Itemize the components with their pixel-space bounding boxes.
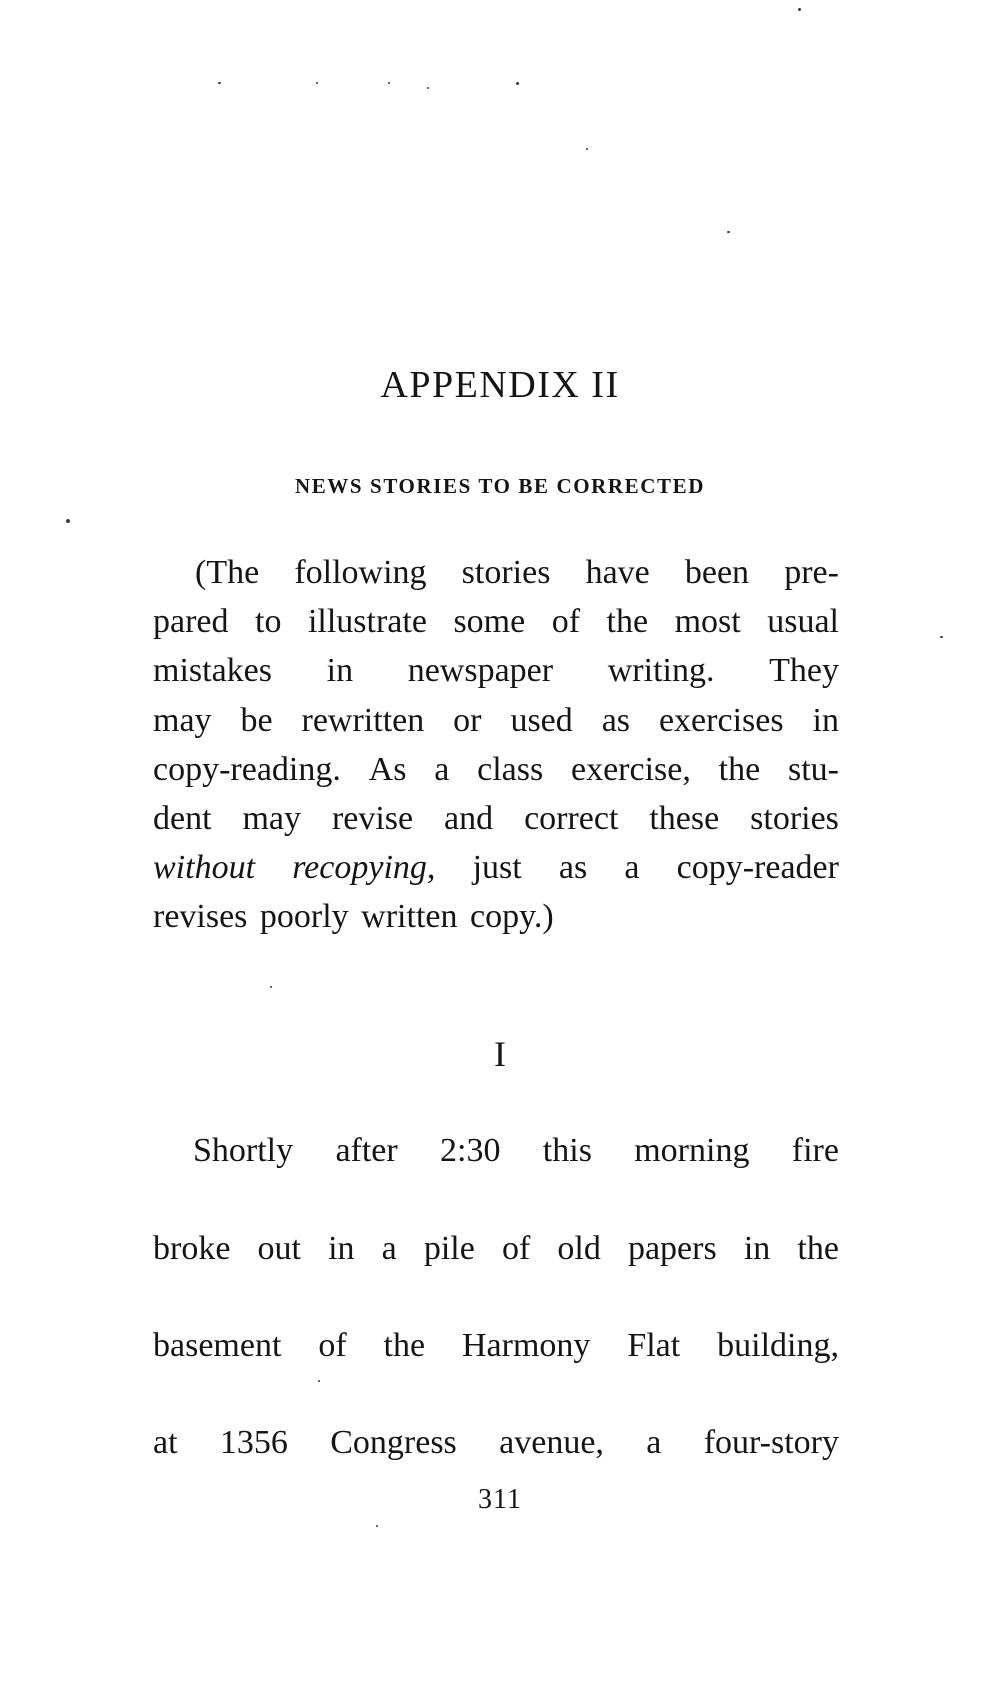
intro-line bbox=[153, 548, 839, 597]
line-word: or bbox=[453, 701, 482, 739]
line-word: be bbox=[240, 701, 273, 739]
line-word: of bbox=[551, 603, 581, 641]
line-word: just bbox=[472, 849, 522, 887]
line-word: stories bbox=[461, 554, 551, 591]
line-word: building, bbox=[717, 1327, 839, 1364]
line-word: morning bbox=[634, 1132, 750, 1169]
line-word: have bbox=[585, 554, 650, 591]
intro-line bbox=[153, 892, 839, 941]
story-line bbox=[153, 1329, 839, 1363]
page-number: 311 bbox=[478, 1484, 522, 1515]
chapter-title: APPENDIX II bbox=[380, 364, 620, 406]
line-word: following bbox=[294, 554, 427, 591]
story-number: I bbox=[494, 1034, 506, 1074]
scan-speck bbox=[66, 519, 70, 523]
line-word: in bbox=[743, 1230, 771, 1267]
line-word: as bbox=[558, 849, 588, 887]
line-word: a bbox=[624, 849, 640, 887]
line-word: pre- bbox=[784, 554, 839, 591]
scan-speck bbox=[376, 1525, 378, 1527]
scan-speck bbox=[270, 986, 272, 988]
intro-line bbox=[153, 843, 839, 892]
line-word: these bbox=[649, 800, 720, 838]
intro-line bbox=[153, 745, 839, 794]
story-line bbox=[153, 1426, 839, 1460]
line-word: four-story bbox=[703, 1424, 839, 1461]
scan-speck bbox=[516, 82, 519, 85]
line-word: exercise, bbox=[570, 750, 691, 788]
line-word: the bbox=[718, 750, 761, 788]
line-word: mistakes bbox=[153, 652, 272, 690]
line-word: used bbox=[510, 701, 573, 739]
line-word: correct bbox=[524, 800, 619, 838]
line-word: 2:30 bbox=[440, 1132, 501, 1169]
line-word: class bbox=[477, 750, 544, 788]
intro-line bbox=[153, 696, 839, 745]
line-word: of bbox=[318, 1327, 347, 1364]
intro-line bbox=[153, 597, 839, 646]
line-word: exercises bbox=[658, 701, 784, 739]
line-word: most bbox=[674, 603, 741, 641]
scan-speck bbox=[586, 148, 588, 150]
line-word: newspaper bbox=[407, 652, 554, 690]
line-word: some bbox=[453, 603, 526, 641]
section-title: NEWS STORIES TO BE CORRECTED bbox=[294, 474, 706, 498]
scan-speck bbox=[427, 87, 429, 89]
line-word: out bbox=[257, 1230, 301, 1267]
intro-line-text: revises poorly written copy.) bbox=[153, 898, 554, 936]
line-word: in bbox=[326, 652, 354, 690]
line-word: rewritten bbox=[301, 701, 425, 739]
line-word: after bbox=[335, 1132, 398, 1169]
line-word: a bbox=[381, 1230, 397, 1267]
line-word: this bbox=[542, 1132, 592, 1169]
line-word: copy-reader bbox=[676, 849, 839, 887]
story-line bbox=[153, 1134, 839, 1168]
line-word: fire bbox=[791, 1132, 839, 1169]
line-word: as bbox=[601, 701, 631, 739]
line-word: pile bbox=[423, 1230, 475, 1267]
scan-speck bbox=[388, 82, 390, 84]
line-word: Shortly bbox=[193, 1132, 294, 1169]
line-word: basement bbox=[153, 1327, 282, 1364]
line-word: the bbox=[606, 603, 649, 641]
line-word: As bbox=[368, 750, 407, 788]
line-word: dent bbox=[153, 800, 212, 838]
line-word: a bbox=[646, 1424, 662, 1461]
line-word: been bbox=[684, 554, 750, 591]
line-word: in bbox=[328, 1230, 355, 1267]
line-word: may bbox=[242, 800, 302, 838]
line-word: usual bbox=[767, 603, 839, 641]
line-word: in bbox=[812, 701, 839, 739]
line-word: stories bbox=[750, 800, 839, 838]
intro-italic-word: recopying, bbox=[292, 849, 436, 887]
line-word: 1356 bbox=[219, 1424, 288, 1461]
line-word: and bbox=[444, 800, 494, 838]
line-word: Congress bbox=[330, 1424, 457, 1461]
line-word: illustrate bbox=[307, 603, 427, 641]
scan-speck bbox=[316, 82, 318, 84]
line-word: stu- bbox=[787, 750, 839, 788]
intro-line bbox=[153, 794, 839, 843]
scan-speck bbox=[218, 82, 221, 84]
line-word: copy-reading. bbox=[153, 750, 341, 788]
line-word: a bbox=[434, 750, 450, 788]
scan-speck bbox=[727, 231, 730, 233]
line-word: avenue, bbox=[499, 1424, 604, 1461]
line-word: of bbox=[501, 1230, 531, 1267]
line-word: may bbox=[153, 701, 212, 739]
line-word: (The bbox=[195, 554, 260, 591]
line-word: broke bbox=[153, 1230, 231, 1267]
scan-speck bbox=[940, 636, 943, 638]
line-word: Flat bbox=[627, 1327, 681, 1364]
intro-paragraph bbox=[153, 548, 839, 942]
line-word: pared bbox=[153, 603, 229, 641]
line-word: to bbox=[255, 603, 282, 641]
intro-line bbox=[153, 646, 839, 695]
line-word: papers bbox=[627, 1230, 717, 1267]
line-word: old bbox=[557, 1230, 601, 1267]
story-line bbox=[153, 1232, 839, 1266]
line-word: They bbox=[769, 652, 839, 690]
line-word: the bbox=[797, 1230, 839, 1267]
line-word: at bbox=[153, 1424, 178, 1461]
line-word: Harmony bbox=[462, 1327, 591, 1364]
intro-italic-word: without bbox=[153, 849, 256, 887]
line-word: revise bbox=[331, 800, 414, 838]
scan-speck bbox=[798, 8, 801, 11]
scan-speck bbox=[318, 1380, 320, 1382]
line-word: the bbox=[383, 1327, 426, 1364]
line-word: writing. bbox=[607, 652, 715, 690]
